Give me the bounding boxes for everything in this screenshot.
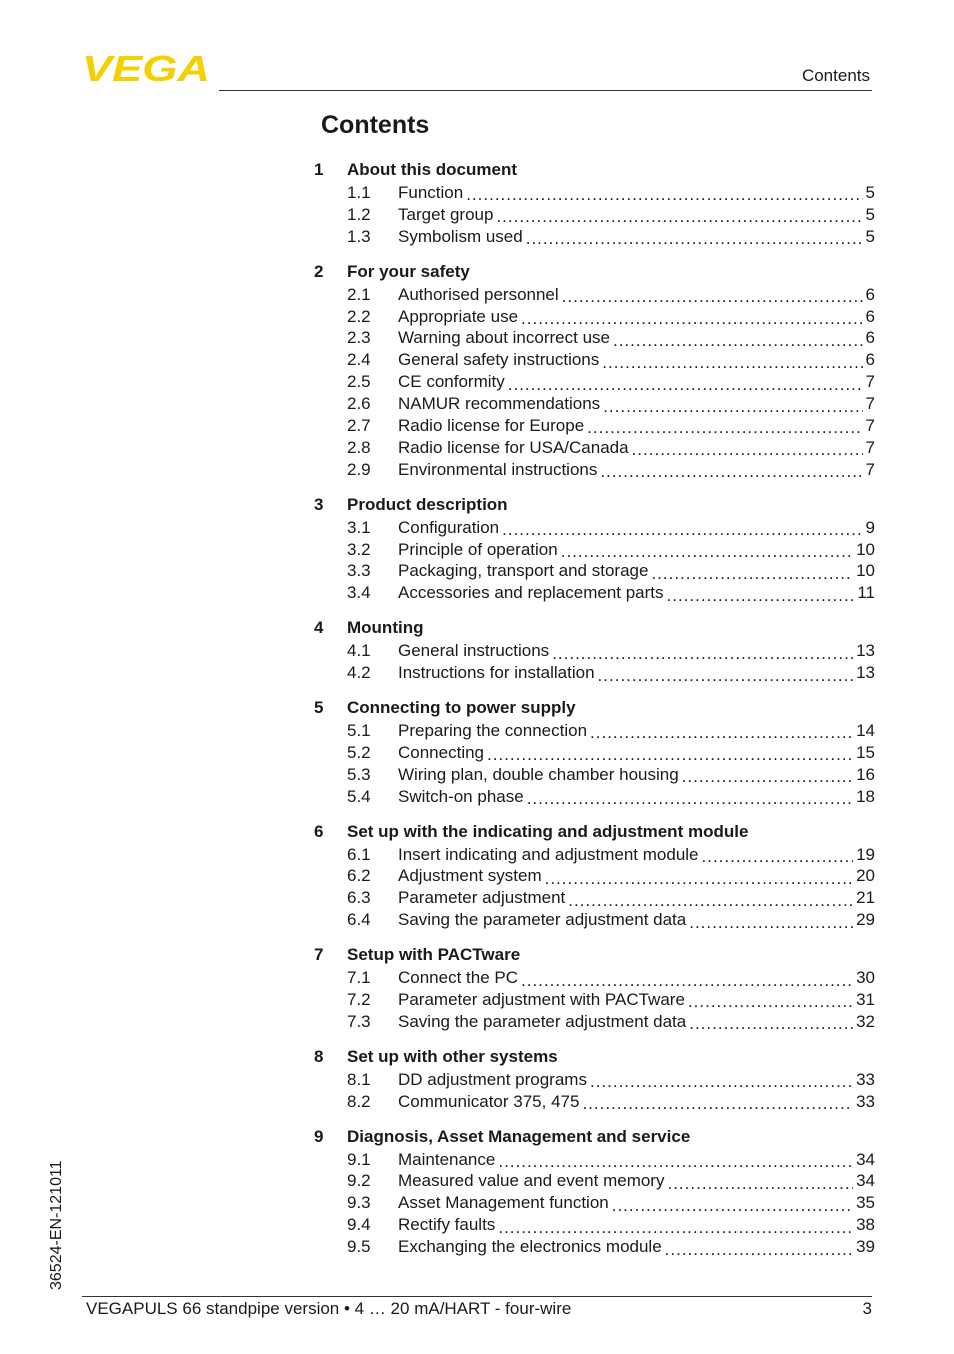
entry-number: 8.1 — [347, 1069, 371, 1089]
vega-logo — [82, 52, 212, 84]
entry-page-number: 34 — [856, 1149, 875, 1169]
footer-product: VEGAPULS 66 standpipe version • 4 … 20 mA/HART - four-wire — [86, 1299, 572, 1318]
entry-number: 6.1 — [347, 844, 371, 864]
entry-title: Preparing the connection — [398, 720, 588, 740]
toc-entry[interactable] — [314, 844, 875, 866]
toc-entry[interactable] — [314, 1091, 875, 1113]
dot-leader — [498, 1153, 853, 1170]
toc-chapter — [314, 696, 875, 808]
entry-page-number: 7 — [865, 372, 875, 392]
chapter-title: Mounting — [347, 618, 424, 638]
dot-leader — [602, 354, 862, 371]
entry-title: Radio license for USA/Canada — [398, 437, 629, 457]
entry-number: 1.1 — [347, 182, 371, 202]
entry-number: 6.4 — [347, 910, 371, 930]
entry-number: 6.3 — [347, 888, 371, 908]
toc-entry[interactable] — [314, 517, 875, 539]
entry-title: Switch-on phase — [398, 786, 524, 806]
entry-title: Instructions for installation — [398, 663, 595, 683]
toc-entry[interactable] — [314, 204, 875, 226]
dot-leader — [568, 892, 853, 909]
entry-number: 2.2 — [347, 306, 371, 326]
toc-entry[interactable] — [314, 371, 875, 393]
dot-leader — [527, 790, 853, 807]
header-rule — [219, 90, 872, 91]
toc-entry[interactable] — [314, 967, 875, 989]
entry-title: Warning about incorrect use — [398, 328, 610, 348]
entry-title: Adjustment system — [398, 866, 542, 886]
entry-number: 3.1 — [347, 517, 371, 537]
toc-entry[interactable] — [314, 327, 875, 349]
entry-number: 9.4 — [347, 1215, 371, 1235]
document-code: 36524-EN-121011 — [48, 1160, 65, 1290]
entry-title: Parameter adjustment — [398, 888, 566, 908]
page-title: Contents — [321, 111, 430, 139]
entry-title: Exchanging the electronics module — [398, 1237, 662, 1257]
entry-title: Environmental instructions — [398, 459, 598, 479]
entry-title: Maintenance — [398, 1149, 496, 1169]
entry-page-number: 6 — [865, 328, 875, 348]
dot-leader — [561, 543, 853, 560]
entry-page-number: 29 — [856, 910, 875, 930]
toc-chapter — [314, 943, 875, 1033]
entry-number: 6.2 — [347, 866, 371, 886]
dot-leader — [590, 1073, 853, 1090]
dot-leader — [665, 1241, 853, 1258]
entry-title: Configuration — [398, 517, 500, 537]
toc-chapter-heading[interactable] — [314, 616, 875, 640]
toc-chapter-heading[interactable] — [314, 696, 875, 720]
dot-leader — [466, 186, 862, 203]
chapter-number: 7 — [314, 945, 324, 965]
toc-entry[interactable] — [314, 1192, 875, 1214]
entry-page-number: 13 — [856, 663, 875, 683]
toc-entry[interactable] — [314, 226, 875, 248]
chapter-number: 8 — [314, 1046, 324, 1066]
entry-page-number: 9 — [865, 517, 875, 537]
toc-chapter — [314, 260, 875, 481]
entry-number: 5.2 — [347, 742, 371, 762]
chapter-number: 3 — [314, 494, 324, 514]
dot-leader — [632, 441, 863, 458]
entry-number: 2.1 — [347, 284, 371, 304]
entry-page-number: 7 — [865, 415, 875, 435]
chapter-title: About this document — [347, 160, 517, 179]
entry-number: 1.3 — [347, 226, 371, 246]
entry-page-number: 18 — [856, 786, 875, 806]
chapter-title: Diagnosis, Asset Management and service — [347, 1126, 691, 1146]
toc-chapter — [314, 158, 875, 248]
toc-chapter — [314, 1045, 875, 1113]
chapter-number: 9 — [314, 1126, 324, 1146]
table-of-contents — [314, 158, 875, 1270]
toc-entry[interactable] — [314, 1149, 875, 1171]
toc-entry[interactable] — [314, 1011, 875, 1033]
entry-number: 9.1 — [347, 1149, 371, 1169]
entry-title: Insert indicating and adjustment module — [398, 844, 699, 864]
entry-page-number: 7 — [865, 394, 875, 414]
dot-leader — [521, 310, 863, 327]
entry-number: 5.1 — [347, 720, 371, 740]
entry-page-number: 13 — [856, 641, 875, 661]
toc-entry[interactable] — [314, 306, 875, 328]
vega-logo-text: VEGA — [82, 52, 210, 84]
toc-chapter-heading[interactable] — [314, 260, 875, 284]
entry-title: Asset Management function — [398, 1193, 609, 1213]
dot-leader — [590, 724, 853, 741]
entry-number: 5.3 — [347, 764, 371, 784]
entry-number: 2.4 — [347, 350, 371, 370]
toc-chapter-heading[interactable] — [314, 943, 875, 967]
entry-page-number: 33 — [856, 1069, 875, 1089]
toc-chapter — [314, 1125, 875, 1258]
toc-entry[interactable] — [314, 1171, 875, 1193]
running-header: Contents — [801, 66, 870, 85]
entry-title: Connect the PC — [398, 968, 519, 988]
entry-page-number: 34 — [856, 1171, 875, 1191]
dot-leader — [526, 230, 863, 247]
toc-chapter-heading[interactable] — [314, 1125, 875, 1149]
chapter-number: 4 — [314, 618, 324, 638]
entry-number: 9.3 — [347, 1193, 371, 1213]
entry-title: Wiring plan, double chamber housing — [398, 764, 679, 784]
dot-leader — [496, 208, 862, 225]
entry-page-number: 10 — [856, 561, 875, 581]
dot-leader — [498, 1219, 853, 1236]
toc-entry[interactable] — [314, 437, 875, 459]
entry-title: Measured value and event memory — [398, 1171, 665, 1191]
entry-title: Principle of operation — [398, 539, 558, 559]
entry-page-number: 5 — [865, 204, 875, 224]
toc-entry[interactable] — [314, 582, 875, 604]
chapter-title: Connecting to power supply — [347, 698, 576, 718]
entry-title: Saving the parameter adjustment data — [398, 910, 687, 930]
footer-rule — [82, 1296, 872, 1297]
entry-number: 3.2 — [347, 539, 371, 559]
entry-page-number: 33 — [856, 1091, 875, 1111]
chapter-number: 5 — [314, 698, 324, 718]
chapter-title: Set up with the indicating and adjustment module — [347, 821, 749, 841]
entry-page-number: 21 — [856, 888, 875, 908]
toc-entry[interactable] — [314, 640, 875, 662]
dot-leader — [600, 463, 862, 480]
toc-entry[interactable] — [314, 560, 875, 582]
toc-entry[interactable] — [314, 1236, 875, 1258]
entry-page-number: 31 — [856, 989, 875, 1009]
entry-number: 2.5 — [347, 372, 371, 392]
toc-chapter — [314, 493, 875, 605]
entry-number: 3.4 — [347, 583, 371, 603]
entry-page-number: 15 — [856, 742, 875, 762]
entry-page-number: 30 — [856, 968, 875, 988]
entry-number: 9.2 — [347, 1171, 371, 1191]
entry-page-number: 10 — [856, 539, 875, 559]
entry-title: CE conformity — [398, 372, 505, 392]
chapter-title: For your safety — [347, 261, 470, 281]
entry-page-number: 6 — [865, 350, 875, 370]
toc-chapter-heading[interactable] — [314, 158, 875, 182]
entry-page-number: 14 — [856, 720, 875, 740]
dot-leader — [598, 667, 854, 684]
entry-number: 8.2 — [347, 1091, 371, 1111]
dot-leader — [603, 398, 862, 415]
entry-title: Symbolism used — [398, 226, 523, 246]
entry-page-number: 7 — [865, 437, 875, 457]
dot-leader — [682, 768, 853, 785]
dot-leader — [508, 376, 863, 393]
entry-page-number: 16 — [856, 764, 875, 784]
dot-leader — [552, 645, 853, 662]
entry-page-number: 7 — [865, 459, 875, 479]
chapter-title: Set up with other systems — [347, 1046, 558, 1066]
entry-page-number: 39 — [856, 1237, 875, 1257]
entry-title: NAMUR recommendations — [398, 394, 601, 414]
toc-entry[interactable] — [314, 393, 875, 415]
dot-leader — [702, 848, 854, 865]
toc-entry[interactable] — [314, 786, 875, 808]
chapter-title: Setup with PACTware — [347, 945, 521, 965]
entry-number: 7.3 — [347, 1011, 371, 1031]
entry-title: Target group — [398, 204, 494, 224]
entry-page-number: 5 — [865, 226, 875, 246]
dot-leader — [587, 419, 862, 436]
dot-leader — [582, 1095, 853, 1112]
entry-number: 2.8 — [347, 437, 371, 457]
entry-number: 2.7 — [347, 415, 371, 435]
entry-number: 5.4 — [347, 786, 371, 806]
dot-leader — [688, 993, 853, 1010]
toc-entry[interactable] — [314, 742, 875, 764]
entry-number: 4.1 — [347, 641, 371, 661]
entry-title: General instructions — [398, 641, 550, 661]
chapter-number: 2 — [314, 261, 324, 281]
entry-title: Rectify faults — [398, 1215, 496, 1235]
dot-leader — [487, 746, 853, 763]
entry-page-number: 19 — [856, 844, 875, 864]
toc-entry[interactable] — [314, 865, 875, 887]
entry-page-number: 38 — [856, 1215, 875, 1235]
entry-number: 3.3 — [347, 561, 371, 581]
entry-number: 2.3 — [347, 328, 371, 348]
dot-leader — [613, 332, 863, 349]
chapter-number: 6 — [314, 821, 324, 841]
entry-title: Authorised personnel — [398, 284, 559, 304]
toc-entry[interactable] — [314, 887, 875, 909]
toc-entry[interactable] — [314, 1069, 875, 1091]
dot-leader — [689, 1015, 853, 1032]
dot-leader — [667, 1175, 853, 1192]
entry-title: Function — [398, 182, 464, 202]
toc-entry[interactable] — [314, 349, 875, 371]
entry-page-number: 32 — [856, 1011, 875, 1031]
entry-number: 2.6 — [347, 394, 371, 414]
toc-entry[interactable] — [314, 662, 875, 684]
toc-entry[interactable] — [314, 909, 875, 931]
entry-title: Communicator 375, 475 — [398, 1091, 580, 1111]
dot-leader — [502, 521, 862, 538]
dot-leader — [689, 914, 853, 931]
toc-chapter — [314, 616, 875, 684]
chapter-number: 1 — [314, 160, 324, 179]
dot-leader — [545, 870, 853, 887]
dot-leader — [651, 565, 853, 582]
entry-number: 9.5 — [347, 1237, 371, 1257]
entry-title: Connecting — [398, 742, 485, 762]
entry-title: Packaging, transport and storage — [398, 561, 649, 581]
page-number: 3 — [862, 1299, 872, 1318]
entry-number: 4.2 — [347, 663, 371, 683]
entry-page-number: 5 — [865, 182, 875, 202]
toc-entry[interactable] — [314, 539, 875, 561]
toc-chapter-heading[interactable] — [314, 820, 875, 844]
entry-title: Appropriate use — [398, 306, 519, 326]
toc-entry[interactable] — [314, 415, 875, 437]
entry-title: Radio license for Europe — [398, 415, 585, 435]
entry-title: Parameter adjustment with PACTware — [398, 989, 685, 1009]
toc-entry[interactable] — [314, 459, 875, 481]
dot-leader — [667, 587, 855, 604]
dot-leader — [521, 972, 853, 989]
entry-page-number: 6 — [865, 284, 875, 304]
toc-chapter-heading[interactable] — [314, 1045, 875, 1069]
toc-entry[interactable] — [314, 720, 875, 742]
toc-chapter-heading[interactable] — [314, 493, 875, 517]
entry-number: 7.2 — [347, 989, 371, 1009]
chapter-title: Product description — [347, 494, 508, 514]
entry-page-number: 11 — [857, 583, 875, 603]
toc-entry[interactable] — [314, 764, 875, 786]
entry-number: 7.1 — [347, 968, 371, 988]
entry-title: Accessories and replacement parts — [398, 583, 664, 603]
dot-leader — [562, 288, 863, 305]
toc-entry[interactable] — [314, 284, 875, 306]
entry-number: 2.9 — [347, 459, 371, 479]
toc-entry[interactable] — [314, 989, 875, 1011]
entry-number: 1.2 — [347, 204, 371, 224]
toc-chapter — [314, 820, 875, 932]
entry-title: General safety instructions — [398, 350, 600, 370]
entry-page-number: 35 — [856, 1193, 875, 1213]
dot-leader — [612, 1197, 853, 1214]
toc-entry[interactable] — [314, 1214, 875, 1236]
toc-entry[interactable] — [314, 182, 875, 204]
entry-title: Saving the parameter adjustment data — [398, 1011, 687, 1031]
entry-title: DD adjustment programs — [398, 1069, 587, 1089]
entry-page-number: 20 — [856, 866, 875, 886]
entry-page-number: 6 — [865, 306, 875, 326]
